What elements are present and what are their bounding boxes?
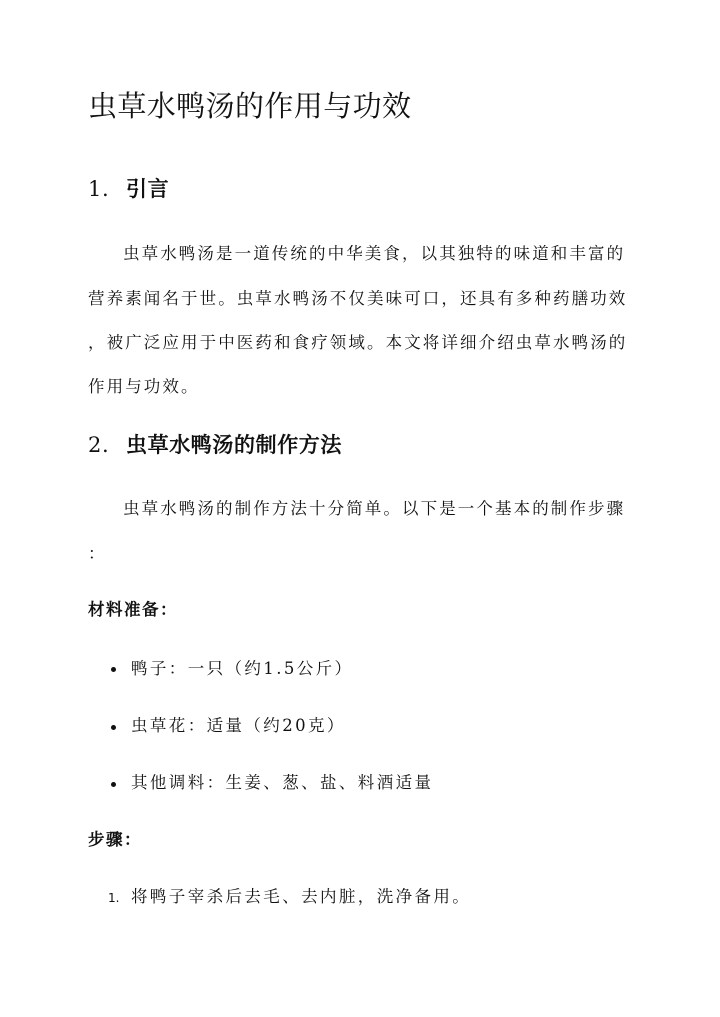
paragraph-line: ： xyxy=(88,544,107,563)
paragraph-line: 营养素闻名于世。虫草水鸭汤不仅美味可口，还具有多种药膳功效 xyxy=(88,289,628,308)
step-number: 1. xyxy=(108,891,120,905)
bullet-dot-icon xyxy=(111,667,116,672)
list-item: 鸭子：一只（约1.5公斤） xyxy=(131,659,354,678)
section-heading-preparation xyxy=(88,430,342,460)
paragraph-line: 虫草水鸭汤是一道传统的中华美食，以其独特的味道和丰富的 xyxy=(123,244,626,263)
section-heading-text: 虫草水鸭汤的制作方法 xyxy=(126,432,342,457)
paragraph-line: 作用与功效。 xyxy=(88,377,200,396)
list-item: 其他调料：生姜、葱、盐、料酒适量 xyxy=(131,773,434,792)
paragraph-line: ，被广泛应用于中医药和食疗领域。本文将详细介绍虫草水鸭汤的 xyxy=(88,333,628,352)
section-number: 1. xyxy=(88,177,110,201)
section-heading-text: 引言 xyxy=(126,176,170,201)
section-number: 2. xyxy=(88,433,110,457)
bullet-dot-icon xyxy=(111,782,116,787)
list-item: 虫草花：适量（约20克） xyxy=(131,716,346,735)
bullet-dot-icon xyxy=(111,725,116,730)
section-heading-introduction xyxy=(88,174,169,204)
steps-heading: 步骤： xyxy=(88,830,142,849)
document-title: 虫草水鸭汤的作用与功效 xyxy=(88,89,412,123)
materials-heading: 材料准备： xyxy=(88,600,178,619)
paragraph-line: 虫草水鸭汤的制作方法十分简单。以下是一个基本的制作步骤 xyxy=(123,499,626,518)
list-item: 将鸭子宰杀后去毛、去内脏，洗净备用。 xyxy=(131,887,472,906)
